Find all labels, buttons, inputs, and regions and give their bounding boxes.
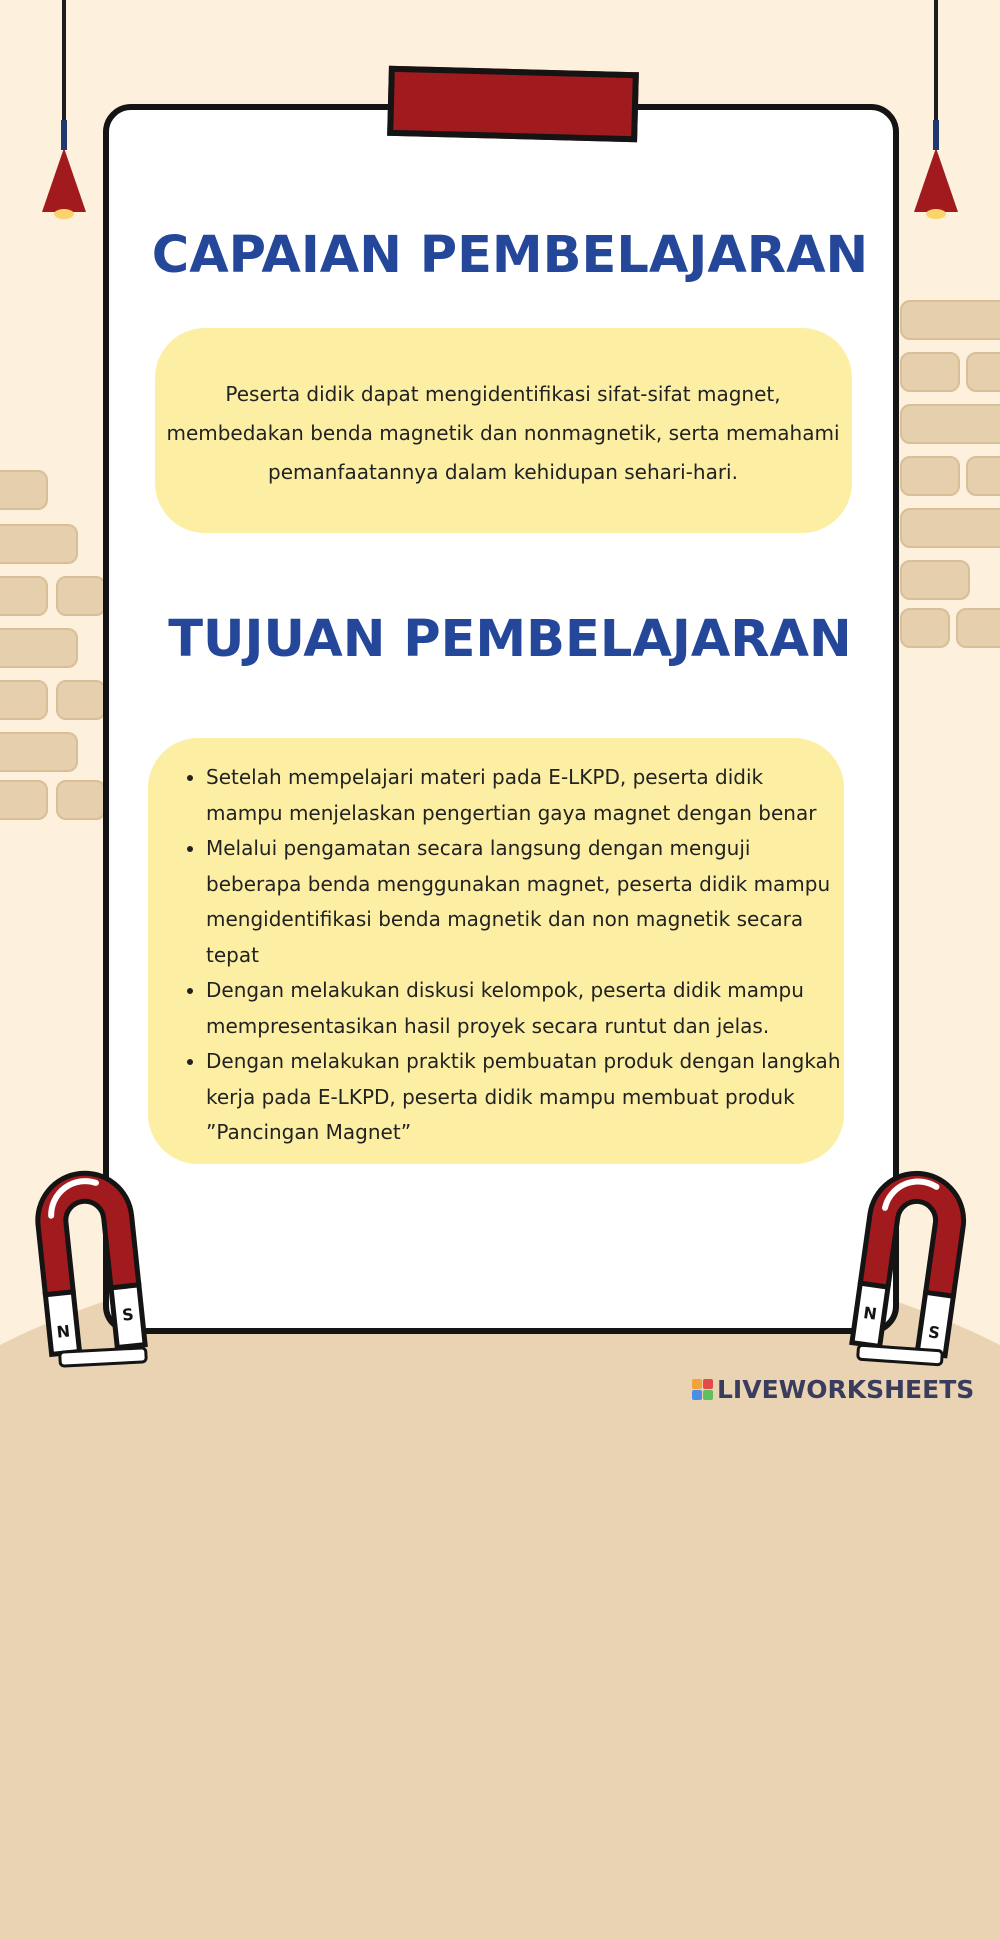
tujuan-heading: TUJUAN PEMBELAJARAN — [168, 610, 852, 669]
lamp-wire-left — [62, 0, 66, 130]
tujuan-item: • Melalui pengamatan secara langsung dengan menguji beberapa benda menggunakan magnet, peserta didik mampu mengidentifikasi benda magnetik dan non magnetik secara tepat — [206, 831, 846, 973]
magnet-icon-left — [24, 1140, 154, 1375]
magnet-south-label: S — [927, 1322, 942, 1343]
capaian-heading: CAPAIAN PEMBELAJARAN — [151, 226, 869, 285]
magnet-icon-right — [846, 1140, 976, 1375]
magnet-south-label: S — [121, 1304, 135, 1325]
tujuan-item: • Setelah mempelajari materi pada E-LKPD, peserta didik mampu menjelaskan pengertian gaya magnet dengan benar — [206, 760, 846, 831]
brand-name: LIVEWORKSHEETS — [717, 1374, 975, 1404]
lamp-wire-right — [934, 0, 938, 130]
tape-decoration — [387, 66, 639, 143]
tujuan-item: • Dengan melakukan praktik pembuatan produk dengan langkah kerja pada E-LKPD, peserta didik mampu membuat produk ”Pancingan Magnet” — [206, 1044, 846, 1151]
liveworksheets-logo[interactable] — [692, 1372, 974, 1406]
lamp-icon-right — [908, 120, 964, 220]
magnet-north-label: N — [55, 1321, 71, 1342]
tujuan-list — [182, 760, 846, 1151]
capaian-text: Peserta didik dapat mengidentifikasi sifat-sifat magnet, membedakan benda magnetik dan nonmagnetik, serta memahami pemanfaatannya dalam kehidupan sehari-hari. — [166, 382, 840, 484]
tujuan-item: • Dengan melakukan diskusi kelompok, peserta didik mampu mempresentasikan hasil proyek secara runtut dan jelas. — [206, 973, 846, 1044]
magnet-north-label: N — [862, 1302, 879, 1324]
liveworksheets-icon — [692, 1379, 713, 1400]
lamp-icon-left — [36, 120, 92, 220]
